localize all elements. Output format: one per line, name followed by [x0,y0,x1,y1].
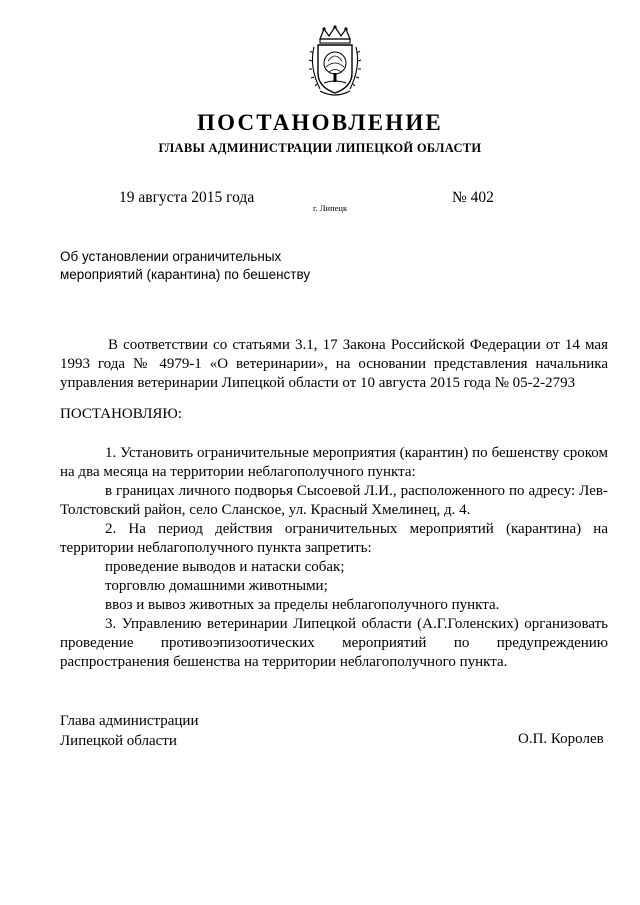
preamble-block [60,336,608,393]
document-date: 19 августа 2015 года [119,189,255,206]
signatory-position-line-2: Липецкой области [60,733,177,749]
decree-word: ПОСТАНОВЛЯЮ: [60,406,182,422]
item-2-list [60,558,608,615]
item-1: 1. Установить ограничительные мероприятия (карантин) по бешенству сроком на два месяца на территории неблагополучного пункта: [60,445,608,480]
signatory-name: О.П. Королев [518,731,604,747]
preamble-paragraph: В соответствии со статьями 3.1, 17 Закона Российской Федерации от 14 мая 1993 года № 4979-1 «О ветеринарии», на основании представления начальника управления ветеринарии Липецкой области от 10 августа 2015 года № 05-2-2793 [60,337,608,391]
item-1-detail: в границах личного подворья Сысоевой Л.И., расположенного по адресу: Лев-Толстовский район, село Сланское, ул. Красный Хмелинец, д. 4. [60,483,608,518]
item-3: 3. Управлению ветеринарии Липецкой области (А.Г.Голенских) организовать проведение противоэпизоотических мероприятий по предупреждению распространения бешенства на территории неблагополучного пункта. [60,616,608,670]
signatory-position [60,711,198,751]
list-item: проведение выводов и натаски собак; [105,559,345,575]
document-number: № 402 [452,189,494,206]
subject-line-2: мероприятий (карантина) по бешенству [60,267,311,282]
decree-items [60,444,608,672]
list-item: ввоз и вывоз животных за пределы неблагополучного пункта. [105,597,500,613]
item-2: 2. На период действия ограничительных мероприятий (карантина) на территории неблагополучного пункта запретить: [60,521,608,556]
document-subject [60,248,310,284]
coat-of-arms-emblem [306,25,364,99]
document-city: г. Липецк [313,203,348,213]
signatory-position-line-1: Глава администрации [60,713,199,729]
list-item: торговлю домашними животными; [105,578,328,594]
document-subtitle: ГЛАВЫ АДМИНИСТРАЦИИ ЛИПЕЦКОЙ ОБЛАСТИ [158,141,482,155]
document-title: ПОСТАНОВЛЕНИЕ [197,110,443,135]
subject-line-1: Об установлении ограничительных [60,249,282,264]
